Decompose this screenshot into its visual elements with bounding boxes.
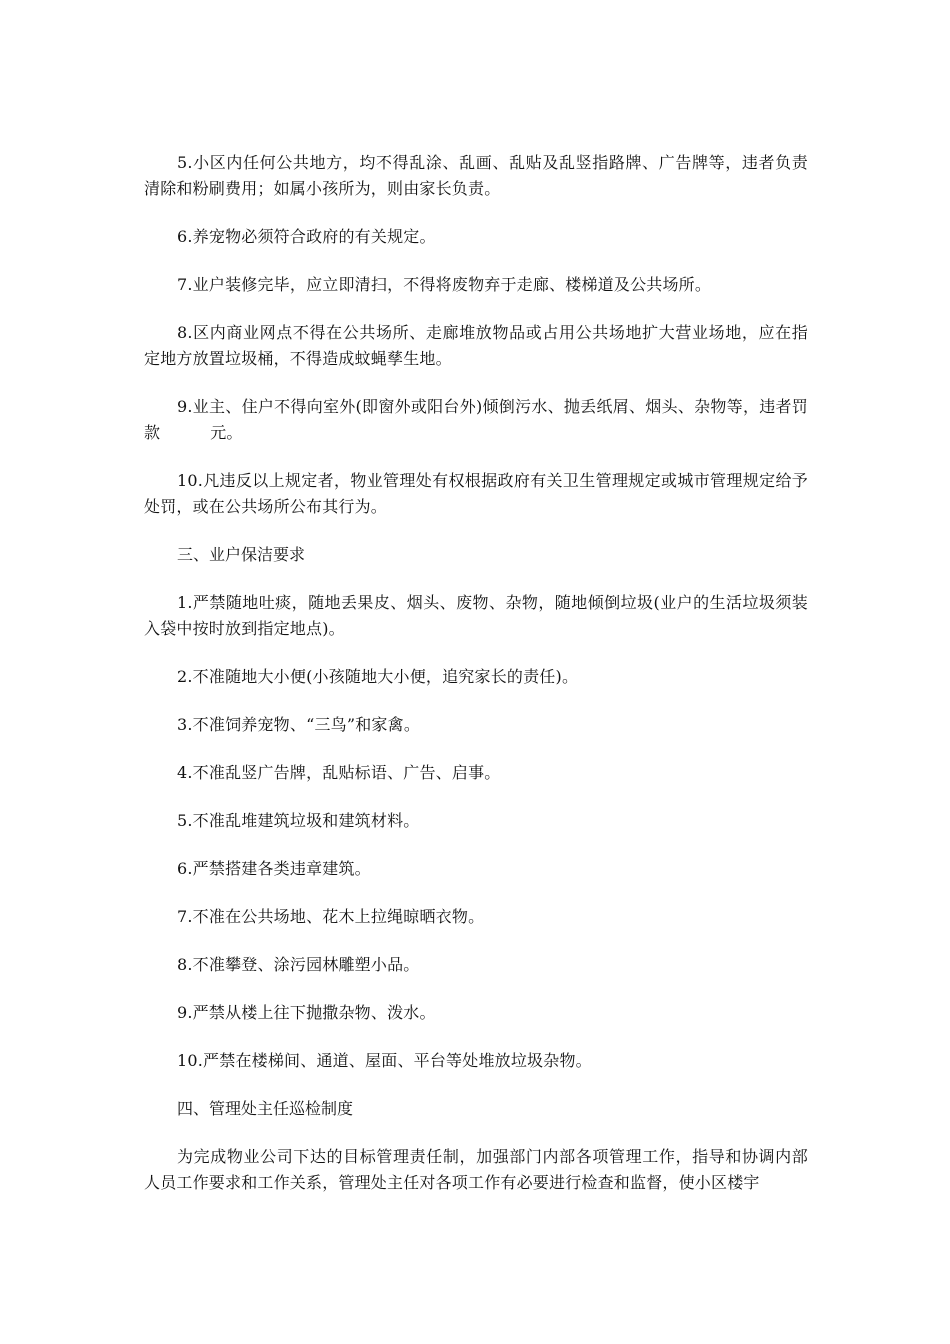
section-3-item: 2.不准随地大小便(小孩随地大小便，追究家长的责任)。 xyxy=(177,667,579,686)
paragraph-7: 7.业户装修完毕，应立即清扫，不得将废物弃于走廊、楼梯道及公共场所。 xyxy=(177,275,712,294)
section-4-intro: 为完成物业公司下达的目标管理责任制，加强部门内部各项管理工作，指导和协调内部人员工作要求和工作关系，管理处主任对各项工作有必要进行检查和监督，使小区楼宇 xyxy=(144,1147,808,1192)
section-3-heading: 三、业户保洁要求 xyxy=(177,545,306,564)
section-3-item: 4.不准乱竖广告牌，乱贴标语、广告、启事。 xyxy=(177,763,501,782)
section-3-item: 6.严禁搭建各类违章建筑。 xyxy=(177,859,371,878)
document-page xyxy=(144,150,808,1218)
section-3-item: 5.不准乱堆建筑垃圾和建筑材料。 xyxy=(177,811,420,830)
section-3-item: 9.严禁从楼上往下抛撒杂物、泼水。 xyxy=(177,1003,436,1022)
paragraph-10: 10.凡违反以上规定者，物业管理处有权根据政府有关卫生管理规定或城市管理规定给予处罚，或在公共场所公布其行为。 xyxy=(144,471,808,516)
paragraph-8: 8.区内商业网点不得在公共场所、走廊堆放物品或占用公共场地扩大营业场地，应在指定地方放置垃圾桶，不得造成蚊蝇孳生地。 xyxy=(144,323,808,368)
section-3-item: 7.不准在公共场地、花木上拉绳晾晒衣物。 xyxy=(177,907,485,926)
paragraph-6: 6.养宠物必须符合政府的有关规定。 xyxy=(177,227,436,246)
section-3-item: 8.不准攀登、涂污园林雕塑小品。 xyxy=(177,955,420,974)
section-3-item: 3.不准饲养宠物、“三鸟”和家禽。 xyxy=(177,715,421,734)
paragraph-9-text-before: 9.业主、住户不得向室外(即窗外或阳台外)倾倒污水、抛丢纸屑、烟头、杂物等，违者罚款 xyxy=(144,397,808,442)
section-3-item: 1.严禁随地吐痰，随地丢果皮、烟头、废物、杂物，随地倾倒垃圾(业户的生活垃圾须装入袋中按时放到指定地点)。 xyxy=(144,593,808,638)
section-3-item: 10.严禁在楼梯间、通道、屋面、平台等处堆放垃圾杂物。 xyxy=(177,1051,592,1070)
paragraph-9-text-after: 元。 xyxy=(210,423,243,442)
section-4-heading: 四、管理处主任巡检制度 xyxy=(177,1099,354,1118)
paragraph-5: 5.小区内任何公共地方，均不得乱涂、乱画、乱贴及乱竖指路牌、广告牌等，违者负责清除和粉刷费用；如属小孩所为，则由家长负责。 xyxy=(144,153,808,198)
paragraph-9 xyxy=(144,394,808,446)
